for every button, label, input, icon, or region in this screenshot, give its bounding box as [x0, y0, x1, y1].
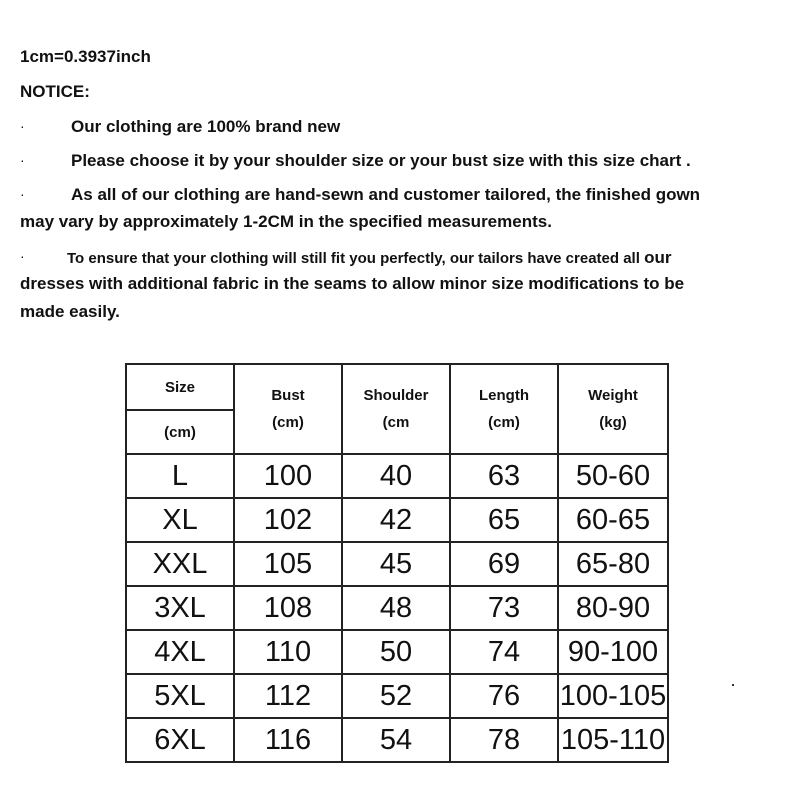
size-header-label: Size [127, 365, 233, 411]
bust-header-cell [234, 364, 342, 454]
notice-item-choose-size: Please choose it by your shoulder size or your bust size with this size chart . [71, 151, 691, 170]
length-cell: 63 [450, 454, 558, 498]
shoulder-cell: 42 [342, 498, 450, 542]
shoulder-cell: 52 [342, 674, 450, 718]
length-cell: 76 [450, 674, 558, 718]
length-cell: 78 [450, 718, 558, 762]
length-header-unit: (cm) [488, 414, 520, 431]
notice-heading: NOTICE: [20, 82, 90, 101]
size-chart-table [125, 363, 669, 763]
shoulder-cell: 54 [342, 718, 450, 762]
bust-cell: 112 [234, 674, 342, 718]
shoulder-cell: 48 [342, 586, 450, 630]
weight-cell: 90-100 [558, 630, 668, 674]
bust-cell: 110 [234, 630, 342, 674]
table-row [126, 630, 668, 674]
length-cell: 73 [450, 586, 558, 630]
size-cell: L [126, 454, 234, 498]
size-chart-header-row [126, 364, 668, 454]
length-cell: 69 [450, 542, 558, 586]
notice-item-hand-sewn-line2: may vary by approximately 1-2CM in the specified measurements. [20, 212, 552, 231]
weight-cell: 80-90 [558, 586, 668, 630]
notice-item-fit-line2: dresses with additional fabric in the seams to allow minor size modifications to be [20, 274, 685, 293]
unit-conversion-note: 1cm=0.3937inch [20, 47, 151, 66]
weight-header-label: Weight [588, 387, 638, 404]
weight-cell: 50-60 [558, 454, 668, 498]
size-cell: XL [126, 498, 234, 542]
bust-cell: 102 [234, 498, 342, 542]
size-cell: 6XL [126, 718, 234, 762]
size-cell: 3XL [126, 586, 234, 630]
notice-item-hand-sewn-line1: As all of our clothing are hand-sewn and customer tailored, the finished gown [71, 185, 701, 204]
weight-cell: 65-80 [558, 542, 668, 586]
size-cell: 5XL [126, 674, 234, 718]
length-header-cell [450, 364, 558, 454]
notice-item-fit-line3: made easily. [20, 302, 120, 321]
bust-header-unit: (cm) [272, 414, 304, 431]
shoulder-header-label: Shoulder [363, 387, 429, 404]
bullet-4: · [20, 248, 25, 264]
notice-item-fit-line1 [67, 248, 671, 268]
shoulder-cell: 50 [342, 630, 450, 674]
stray-dot [732, 684, 734, 686]
length-header-label: Length [479, 387, 529, 404]
bullet-2: · [20, 152, 25, 168]
shoulder-cell: 45 [342, 542, 450, 586]
table-row [126, 454, 668, 498]
table-row [126, 586, 668, 630]
length-cell: 65 [450, 498, 558, 542]
size-cell: XXL [126, 542, 234, 586]
size-header-unit: (cm) [164, 423, 196, 441]
weight-cell: 60-65 [558, 498, 668, 542]
weight-header-unit: (kg) [599, 414, 627, 431]
bust-cell: 100 [234, 454, 342, 498]
notice-item-fit-line1-text: To ensure that your clothing will still fit you perfectly, our tailors have created all [67, 250, 640, 267]
table-row [126, 718, 668, 762]
shoulder-header-cell [342, 364, 450, 454]
table-row [126, 542, 668, 586]
weight-cell: 100-105 [558, 674, 668, 718]
bust-cell: 105 [234, 542, 342, 586]
weight-header-cell [558, 364, 668, 454]
bullet-1: · [20, 118, 25, 134]
length-cell: 74 [450, 630, 558, 674]
bust-cell: 108 [234, 586, 342, 630]
notice-item-fit-line1-end: our [644, 248, 672, 267]
notice-item-brand-new: Our clothing are 100% brand new [71, 117, 341, 136]
bullet-3: · [20, 186, 25, 202]
table-row [126, 498, 668, 542]
table-row [126, 674, 668, 718]
bust-header-label: Bust [271, 387, 305, 404]
weight-cell: 105-110 [558, 718, 668, 762]
size-header-cell [126, 364, 234, 454]
shoulder-cell: 40 [342, 454, 450, 498]
shoulder-header-unit: (cm [382, 414, 410, 431]
size-cell: 4XL [126, 630, 234, 674]
bust-cell: 116 [234, 718, 342, 762]
